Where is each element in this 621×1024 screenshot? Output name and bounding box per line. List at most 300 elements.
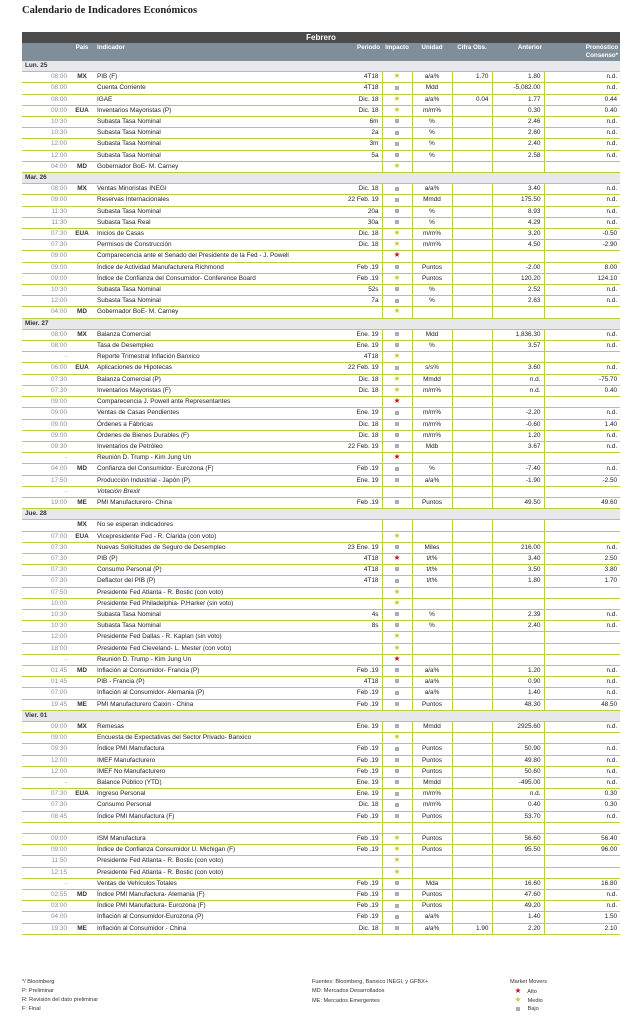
cell-impact <box>382 609 412 620</box>
cell-country <box>70 475 94 486</box>
cell-unit: Miles <box>412 542 452 553</box>
cell-unit <box>412 733 452 744</box>
grey-square-icon <box>395 814 399 818</box>
cell-obs <box>452 632 492 643</box>
legend-item-bajo <box>510 1005 547 1014</box>
table-row <box>22 285 620 296</box>
cell-country <box>70 834 94 845</box>
cell-impact <box>382 262 412 273</box>
cell-previous: 1.80 <box>492 72 544 83</box>
cell-country <box>70 553 94 564</box>
table-row <box>22 755 620 766</box>
cell-period: 4s <box>312 609 382 620</box>
cell-previous: 3.67 <box>492 441 544 452</box>
cell-obs <box>452 453 492 464</box>
yellow-star-icon: ★ <box>393 531 401 540</box>
table-row <box>22 688 620 699</box>
cell-previous: -495.00 <box>492 778 544 789</box>
cell-period: Feb .19 <box>312 464 382 475</box>
cell-unit: % <box>412 139 452 150</box>
cell-country <box>70 240 94 251</box>
cell-previous: 1.40 <box>492 688 544 699</box>
cell-impact <box>382 363 412 374</box>
cell-unit <box>412 531 452 542</box>
cell-forecast: n.d. <box>544 329 620 340</box>
cell-obs <box>452 217 492 228</box>
cell-forecast <box>544 161 620 172</box>
cell-impact <box>382 374 412 385</box>
cell-obs <box>452 385 492 396</box>
cell-indicator: Presidente Fed Dallas - R. Kaplan (sin voto) <box>94 632 312 643</box>
cell-indicator: No se esperan indicadores <box>94 520 312 531</box>
cell-country: EUA <box>70 229 94 240</box>
day-row <box>22 173 620 184</box>
grey-square-icon <box>395 747 399 751</box>
cell-country <box>70 565 94 576</box>
cell-unit: m/m% <box>412 105 452 116</box>
cell-unit: m/m% <box>412 385 452 396</box>
grey-square-icon <box>510 1005 526 1014</box>
cell-obs <box>452 766 492 777</box>
cell-time: 04:00 <box>22 161 70 172</box>
cell-time: 09:00 <box>22 834 70 845</box>
cell-previous <box>492 733 544 744</box>
cell-country <box>70 117 94 128</box>
cell-time: 12:00 <box>22 296 70 307</box>
legend-item-medio <box>510 996 547 1005</box>
yellow-star-icon: ★ <box>393 306 401 316</box>
cell-impact <box>382 139 412 150</box>
grey-square-icon <box>395 780 399 784</box>
cell-previous: 175.50 <box>492 195 544 206</box>
cell-obs <box>452 621 492 632</box>
cell-indicator <box>94 822 312 833</box>
cell-previous: 4.50 <box>492 240 544 251</box>
cell-impact <box>382 789 412 800</box>
cell-forecast: n.d. <box>544 721 620 732</box>
cell-period <box>312 251 382 262</box>
grey-square-icon <box>395 299 399 303</box>
cell-forecast <box>544 856 620 867</box>
cell-time: 08:00 <box>22 329 70 340</box>
cell-impact <box>382 878 412 889</box>
table-row <box>22 890 620 901</box>
cell-obs <box>452 553 492 564</box>
cell-period: Feb .19 <box>312 755 382 766</box>
cell-time: 07:30 <box>22 800 70 811</box>
yellow-star-icon: ★ <box>393 855 401 865</box>
cell-time: 11:30 <box>22 217 70 228</box>
cell-country <box>70 822 94 833</box>
cell-indicator: Balanza Comercial <box>94 329 312 340</box>
cell-unit: Puntos <box>412 890 452 901</box>
cell-country: MX <box>70 329 94 340</box>
cell-time: 09:00 <box>22 273 70 284</box>
cell-unit: Mmdd <box>412 374 452 385</box>
cell-time: 19:00 <box>22 497 70 508</box>
col-previous: Anterior <box>492 43 544 61</box>
cell-unit: m/m% <box>412 430 452 441</box>
table-row <box>22 453 620 464</box>
cell-unit <box>412 161 452 172</box>
table-row <box>22 912 620 923</box>
cell-period: 3m <box>312 139 382 150</box>
cell-country: ME <box>70 497 94 508</box>
cell-indicator: Inventarios de Petróleo <box>94 441 312 452</box>
cell-previous: 3.57 <box>492 341 544 352</box>
table-row <box>22 273 620 284</box>
table-row <box>22 464 620 475</box>
cell-forecast: 0.40 <box>544 105 620 116</box>
cell-period: 20a <box>312 206 382 217</box>
cell-period: 4T18 <box>312 352 382 363</box>
cell-period <box>312 486 382 497</box>
cell-period: Ene. 19 <box>312 789 382 800</box>
cell-time: 04:00 <box>22 307 70 318</box>
red-star-icon: ★ <box>393 553 401 562</box>
cell-unit: a/a% <box>412 94 452 105</box>
yellow-star-icon: ★ <box>393 228 401 238</box>
cell-period: Dic. 18 <box>312 430 382 441</box>
cell-previous <box>492 531 544 542</box>
cell-period <box>312 643 382 654</box>
cell-unit: Puntos <box>412 766 452 777</box>
yellow-star-icon: ★ <box>393 374 401 383</box>
cell-obs <box>452 811 492 822</box>
day-row <box>22 710 620 721</box>
cell-country <box>70 385 94 396</box>
cell-previous: 0.30 <box>492 105 544 116</box>
table-row <box>22 834 620 845</box>
cell-obs <box>452 867 492 878</box>
cell-unit: m/m% <box>412 789 452 800</box>
cell-time: 09:00 <box>22 845 70 856</box>
col-indicator: Indicador <box>94 43 312 61</box>
cell-obs <box>452 609 492 620</box>
yellow-star-icon: ★ <box>393 587 401 596</box>
cell-indicator: Inflación al Consumidor- Alemania (P) <box>94 688 312 699</box>
cell-time: 10:30 <box>22 128 70 139</box>
cell-period <box>312 867 382 878</box>
cell-country <box>70 296 94 307</box>
cell-forecast: n.d. <box>544 184 620 195</box>
cell-time: 07:30 <box>22 565 70 576</box>
cell-previous: 1,836.30 <box>492 329 544 340</box>
cell-forecast <box>544 632 620 643</box>
table-row <box>22 643 620 654</box>
cell-country <box>70 352 94 363</box>
month-label: Febrero <box>22 32 620 43</box>
cell-period <box>312 307 382 318</box>
cell-indicator: Ventas de Vehículos Totales <box>94 878 312 889</box>
cell-time: 10:00 <box>22 598 70 609</box>
cell-time: 07:30 <box>22 385 70 396</box>
cell-country <box>70 150 94 161</box>
cell-country <box>70 677 94 688</box>
cell-unit: m/m% <box>412 800 452 811</box>
cell-forecast: n.d. <box>544 688 620 699</box>
table-row <box>22 262 620 273</box>
cell-indicator: PIB - Francia (P) <box>94 677 312 688</box>
cell-obs <box>452 105 492 116</box>
cell-forecast: 16.80 <box>544 878 620 889</box>
legend-label: Bajo <box>527 1006 539 1012</box>
cell-time: 19:30 <box>22 923 70 934</box>
cell-impact <box>382 778 412 789</box>
table-row <box>22 229 620 240</box>
cell-forecast <box>544 587 620 598</box>
cell-forecast: 56.40 <box>544 834 620 845</box>
cell-period: Feb .19 <box>312 878 382 889</box>
cell-unit: Mdd <box>412 329 452 340</box>
cell-previous: 1.77 <box>492 94 544 105</box>
cell-period: Feb .19 <box>312 273 382 284</box>
cell-unit: % <box>412 150 452 161</box>
cell-country <box>70 733 94 744</box>
cell-forecast <box>544 251 620 262</box>
cell-indicator: Reunión D. Trump - Kim Jung Un <box>94 453 312 464</box>
cell-forecast: n.d. <box>544 195 620 206</box>
cell-previous: 50.60 <box>492 766 544 777</box>
cell-obs <box>452 800 492 811</box>
cell-country <box>70 744 94 755</box>
cell-unit: Puntos <box>412 273 452 284</box>
table-row <box>22 486 620 497</box>
cell-unit <box>412 856 452 867</box>
grey-square-icon <box>395 332 399 336</box>
cell-period: 23 Ene. 19 <box>312 542 382 553</box>
cell-obs <box>452 374 492 385</box>
cell-impact <box>382 105 412 116</box>
cell-previous <box>492 867 544 878</box>
cell-obs <box>452 273 492 284</box>
cell-impact <box>382 755 412 766</box>
table-row <box>22 822 620 833</box>
cell-period: Feb .19 <box>312 912 382 923</box>
cell-indicator: Órdenes de Bienes Durables (F) <box>94 430 312 441</box>
cell-period: Dic. 18 <box>312 385 382 396</box>
cell-impact <box>382 206 412 217</box>
cell-obs <box>452 83 492 94</box>
cell-impact <box>382 800 412 811</box>
cell-forecast: n.d. <box>544 665 620 676</box>
cell-obs <box>452 834 492 845</box>
cell-country: ME <box>70 923 94 934</box>
table-row <box>22 105 620 116</box>
cell-forecast: n.d. <box>544 441 620 452</box>
yellow-star-icon: ★ <box>393 351 401 361</box>
cell-indicator: Reporte Trimestral Inflación Banxico <box>94 352 312 363</box>
cell-unit: a/a% <box>412 912 452 923</box>
table-row <box>22 609 620 620</box>
cell-obs <box>452 117 492 128</box>
cell-unit <box>412 587 452 598</box>
cell-time: - <box>22 486 70 497</box>
cell-indicator: Índice PMI Manufactura <box>94 744 312 755</box>
cell-time: 12:00 <box>22 755 70 766</box>
cell-previous <box>492 161 544 172</box>
col-impact: Impacto <box>382 43 412 61</box>
yellow-star-icon: ★ <box>393 844 401 854</box>
cell-forecast: -2.50 <box>544 475 620 486</box>
cell-obs <box>452 184 492 195</box>
cell-forecast <box>544 453 620 464</box>
cell-time: 10:30 <box>22 117 70 128</box>
cell-time: 09:00 <box>22 105 70 116</box>
cell-forecast: 2.10 <box>544 923 620 934</box>
cell-impact <box>382 542 412 553</box>
cell-impact <box>382 654 412 665</box>
cell-indicator: Encuesta de Expectativas del Sector Privado- Banxico <box>94 733 312 744</box>
cell-unit: m/m% <box>412 419 452 430</box>
cell-time: 08:00 <box>22 341 70 352</box>
table-row <box>22 800 620 811</box>
cell-previous <box>492 486 544 497</box>
cell-indicator: Ventas de Casas Pendientes <box>94 408 312 419</box>
cell-obs <box>452 150 492 161</box>
cell-impact <box>382 453 412 464</box>
cell-time: - <box>22 453 70 464</box>
cell-country <box>70 845 94 856</box>
red-star-icon: ★ <box>393 452 401 462</box>
cell-previous: -2.00 <box>492 262 544 273</box>
table-row <box>22 744 620 755</box>
cell-period: Feb .19 <box>312 901 382 912</box>
yellow-star-icon: ★ <box>393 643 401 652</box>
cell-time: 12:00 <box>22 632 70 643</box>
cell-impact <box>382 273 412 284</box>
cell-indicator: PIB (P) <box>94 553 312 564</box>
cell-previous: 1.40 <box>492 912 544 923</box>
cell-unit: a/a% <box>412 184 452 195</box>
cell-period: Dic. 18 <box>312 94 382 105</box>
cell-obs <box>452 733 492 744</box>
cell-unit <box>412 822 452 833</box>
cell-unit: % <box>412 117 452 128</box>
yellow-star-icon: ★ <box>393 598 401 607</box>
cell-impact <box>382 856 412 867</box>
grey-square-icon <box>395 915 399 919</box>
table-row <box>22 341 620 352</box>
col-period: Periodo <box>312 43 382 61</box>
cell-period <box>312 733 382 744</box>
cell-unit: Puntos <box>412 811 452 822</box>
cell-previous: 49.20 <box>492 901 544 912</box>
cell-indicator: IMEF No Manufacturero <box>94 766 312 777</box>
cell-period: 22 Feb. 19 <box>312 441 382 452</box>
table-row <box>22 789 620 800</box>
cell-indicator: Inventarios Mayoristas (P) <box>94 105 312 116</box>
day-label: Vier. 01 <box>22 710 620 721</box>
day-row <box>22 509 620 520</box>
cell-country <box>70 587 94 598</box>
cell-previous: 3.40 <box>492 553 544 564</box>
table-row <box>22 419 620 430</box>
cell-obs <box>452 576 492 587</box>
cell-previous: 3.50 <box>492 565 544 576</box>
cell-indicator: Presidente Fed Philadelphia- P.Harker (sin voto) <box>94 598 312 609</box>
cell-impact <box>382 621 412 632</box>
cell-forecast <box>544 598 620 609</box>
col-time <box>22 43 70 61</box>
cell-forecast: n.d. <box>544 755 620 766</box>
cell-forecast: -2.90 <box>544 240 620 251</box>
cell-obs <box>452 161 492 172</box>
cell-forecast: n.d. <box>544 150 620 161</box>
cell-previous <box>492 352 544 363</box>
cell-indicator: Gobernador BoE- M. Carney <box>94 307 312 318</box>
grey-square-icon <box>395 769 399 773</box>
cell-impact <box>382 296 412 307</box>
cell-unit: Mdb <box>412 441 452 452</box>
yellow-star-icon: ★ <box>393 239 401 249</box>
cell-country <box>70 755 94 766</box>
cell-indicator: IGAE <box>94 94 312 105</box>
calendar-table <box>22 32 620 935</box>
cell-indicator: Subasta Tasa Nominal <box>94 139 312 150</box>
cell-time: 09:00 <box>22 262 70 273</box>
cell-forecast: n.d. <box>544 901 620 912</box>
footer-note: P: Preliminar <box>22 988 55 994</box>
cell-unit <box>412 307 452 318</box>
cell-period: Feb .19 <box>312 497 382 508</box>
grey-square-icon <box>395 724 399 728</box>
cell-country <box>70 912 94 923</box>
cell-forecast: 49.60 <box>544 497 620 508</box>
cell-time: 08:00 <box>22 94 70 105</box>
legend-label: Medio <box>527 998 543 1004</box>
grey-square-icon <box>395 444 399 448</box>
cell-impact <box>382 486 412 497</box>
table-row <box>22 475 620 486</box>
cell-country: MD <box>70 161 94 172</box>
cell-period: 4T18 <box>312 553 382 564</box>
cell-unit: Mmdd <box>412 778 452 789</box>
yellow-star-icon: ★ <box>393 732 401 742</box>
cell-unit <box>412 520 452 531</box>
footer-note: F: Final <box>22 1006 41 1012</box>
cell-country: EUA <box>70 363 94 374</box>
yellow-star-icon: ★ <box>393 273 401 282</box>
cell-unit: Mdd <box>412 83 452 94</box>
cell-unit <box>412 598 452 609</box>
cell-period: 30a <box>312 217 382 228</box>
cell-forecast <box>544 520 620 531</box>
cell-obs <box>452 139 492 150</box>
cell-impact <box>382 397 412 408</box>
table-row <box>22 856 620 867</box>
table-row <box>22 94 620 105</box>
cell-forecast: 2.50 <box>544 553 620 564</box>
cell-unit: m/m% <box>412 229 452 240</box>
grey-square-icon <box>395 567 399 571</box>
cell-unit: % <box>412 609 452 620</box>
cell-previous: 53.70 <box>492 811 544 822</box>
cell-previous <box>492 307 544 318</box>
col-country: País <box>70 43 94 61</box>
cell-impact <box>382 565 412 576</box>
table-row <box>22 733 620 744</box>
cell-impact <box>382 576 412 587</box>
cell-impact <box>382 822 412 833</box>
grey-square-icon <box>395 119 399 123</box>
cell-country <box>70 430 94 441</box>
cell-impact <box>382 307 412 318</box>
cell-time: 07:30 <box>22 789 70 800</box>
cell-obs <box>452 486 492 497</box>
cell-indicator: Subasta Tasa Nominal <box>94 206 312 217</box>
cell-impact <box>382 744 412 755</box>
